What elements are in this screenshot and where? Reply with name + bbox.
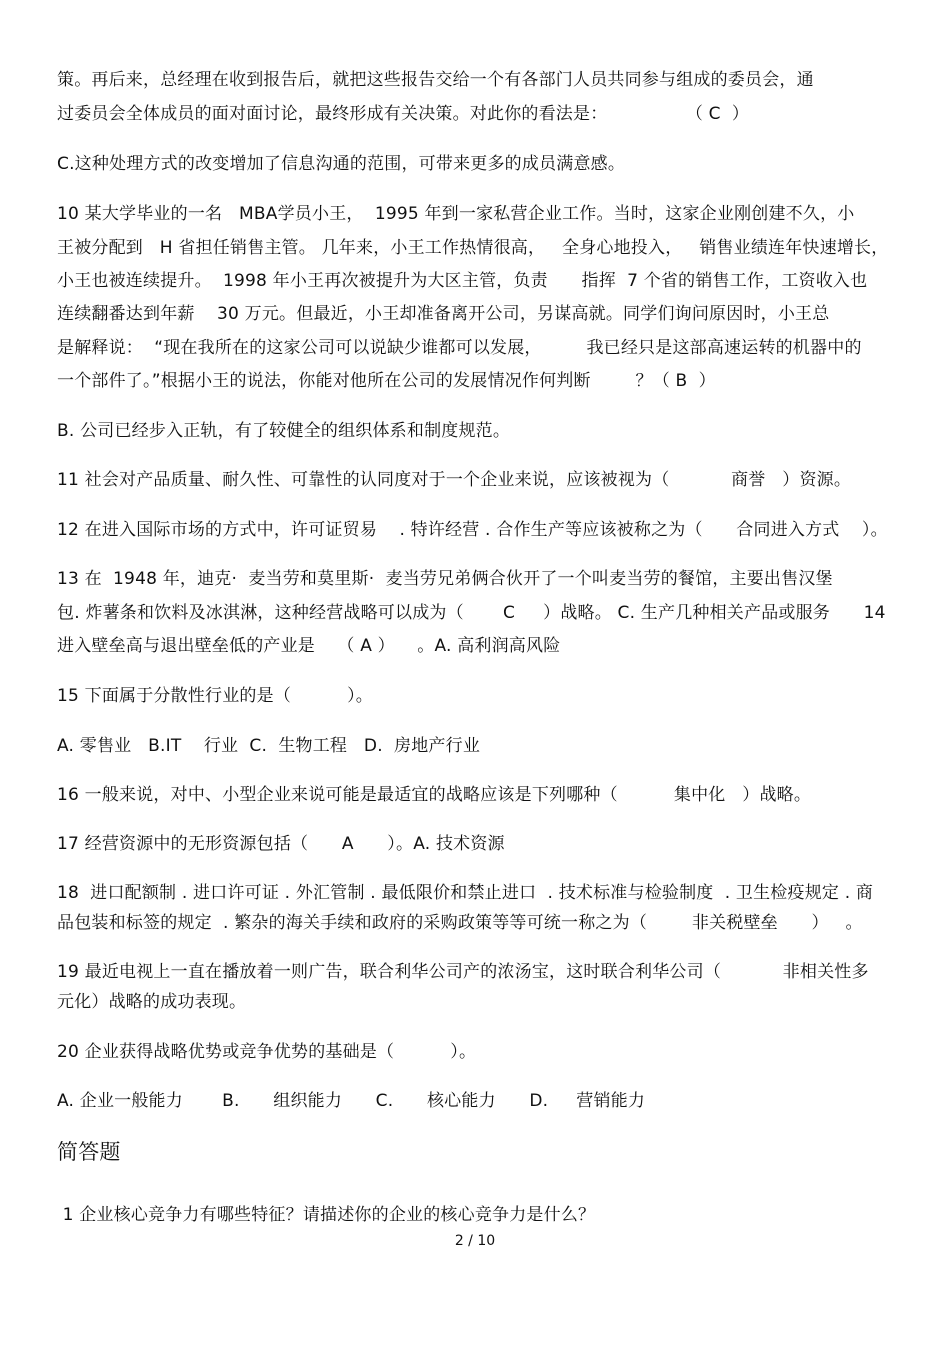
text-line: 小王也被连续提升。 1998 年小王再次被提升为大区主管，负责 指挥 7 个省的销售工作，工资收入也 [57, 271, 868, 291]
text-line: 20 企业获得战略优势或竞争优势的基础是（ ）。 [57, 1042, 477, 1062]
text-line: 15 下面属于分散性行业的是（ ）。 [57, 686, 373, 706]
text-line: 品包装和标签的规定 . 繁杂的海关手续和政府的采购政策等等可统一称之为（ 非关税壁垒 ） 。 [57, 913, 863, 933]
text-line: 包. 炸薯条和饮料及冰淇淋，这种经营战略可以成为（ C ）战略。 C. 生产几种相关产品或服务 14 [57, 603, 886, 623]
text-line: 19 最近电视上一直在播放着一则广告，联合利华公司产的浓汤宝，这时联合利华公司（ 非相关性多 [57, 962, 869, 982]
text-line: A. 企业一般能力 B. 组织能力 C. 核心能力 D. 营销能力 [57, 1091, 646, 1111]
section-heading: 简答题 [57, 1140, 121, 1164]
text-line: 10 某大学毕业的一名 MBA学员小王， 1995 年到一家私营企业工作。当时，这家企业刚创建不久，小 [57, 204, 855, 224]
text-line: 13 在 1948 年，迪克· 麦当劳和莫里斯· 麦当劳兄弟俩合伙开了一个叫麦当劳的餐馆，主要出售汉堡 [57, 569, 833, 589]
page-number: 2 / 10 [454, 1233, 496, 1249]
text-line: A. 零售业 B.IT 行业 C. 生物工程 D. 房地产行业 [57, 736, 481, 756]
text-line: 是解释说： “现在我所在的这家公司可以说缺少谁都可以发展， 我已经只是这部高速运转的机器中的 [57, 338, 862, 358]
text-line: 1 企业核心竞争力有哪些特征？请描述你的企业的核心竞争力是什么？ [57, 1205, 596, 1225]
text-line: B. 公司已经步入正轨，有了较健全的组织体系和制度规范。 [57, 421, 511, 441]
text-line: 16 一般来说，对中、小型企业来说可能是最适宜的战略应该是下列哪种（ 集中化 ）战略。 [57, 785, 812, 805]
text-line: 17 经营资源中的无形资源包括（ A ）。A. 技术资源 [57, 834, 505, 854]
text-line: C.这种处理方式的改变增加了信息沟通的范围，可带来更多的成员满意感。 [57, 154, 626, 174]
text-line: 18 进口配额制 . 进口许可证 . 外汇管制 . 最低限价和禁止进口 . 技术标准与检验制度 . 卫生检疫规定 . 商 [57, 883, 874, 903]
text-line: 连续翻番达到年薪 30 万元。但最近，小王却准备离开公司，另谋高就。同学们询问原因时，小王总 [57, 304, 830, 324]
text-line: 11 社会对产品质量、耐久性、可靠性的认同度对于一个企业来说，应该被视为（ 商誉 ）资源。 [57, 470, 852, 490]
text-line: 一个部件了。”根据小王的说法，你能对他所在公司的发展情况作何判断 ？（ B ） [57, 371, 716, 391]
text-line: 策。再后来，总经理在收到报告后，就把这些报告交给一个有各部门人员共同参与组成的委员会，通 [57, 70, 814, 90]
text-line: 王被分配到 H 省担任销售主管。 几年来，小王工作热情很高， 全身心地投入， 销售业绩连年快速增长， [57, 238, 889, 258]
text-line: 过委员会全体成员的面对面讨论，最终形成有关决策。对此你的看法是： （ C ） [57, 104, 750, 124]
text-line: 12 在进入国际市场的方式中，许可证贸易 . 特许经营 . 合作生产等应该被称之为（ 合同进入方式 ）。 [57, 520, 888, 540]
text-line: 元化）战略的成功表现。 [57, 992, 247, 1012]
text-line: 进入壁垒高与退出壁垒低的产业是 （ A ） 。A. 高利润高风险 [57, 636, 561, 656]
